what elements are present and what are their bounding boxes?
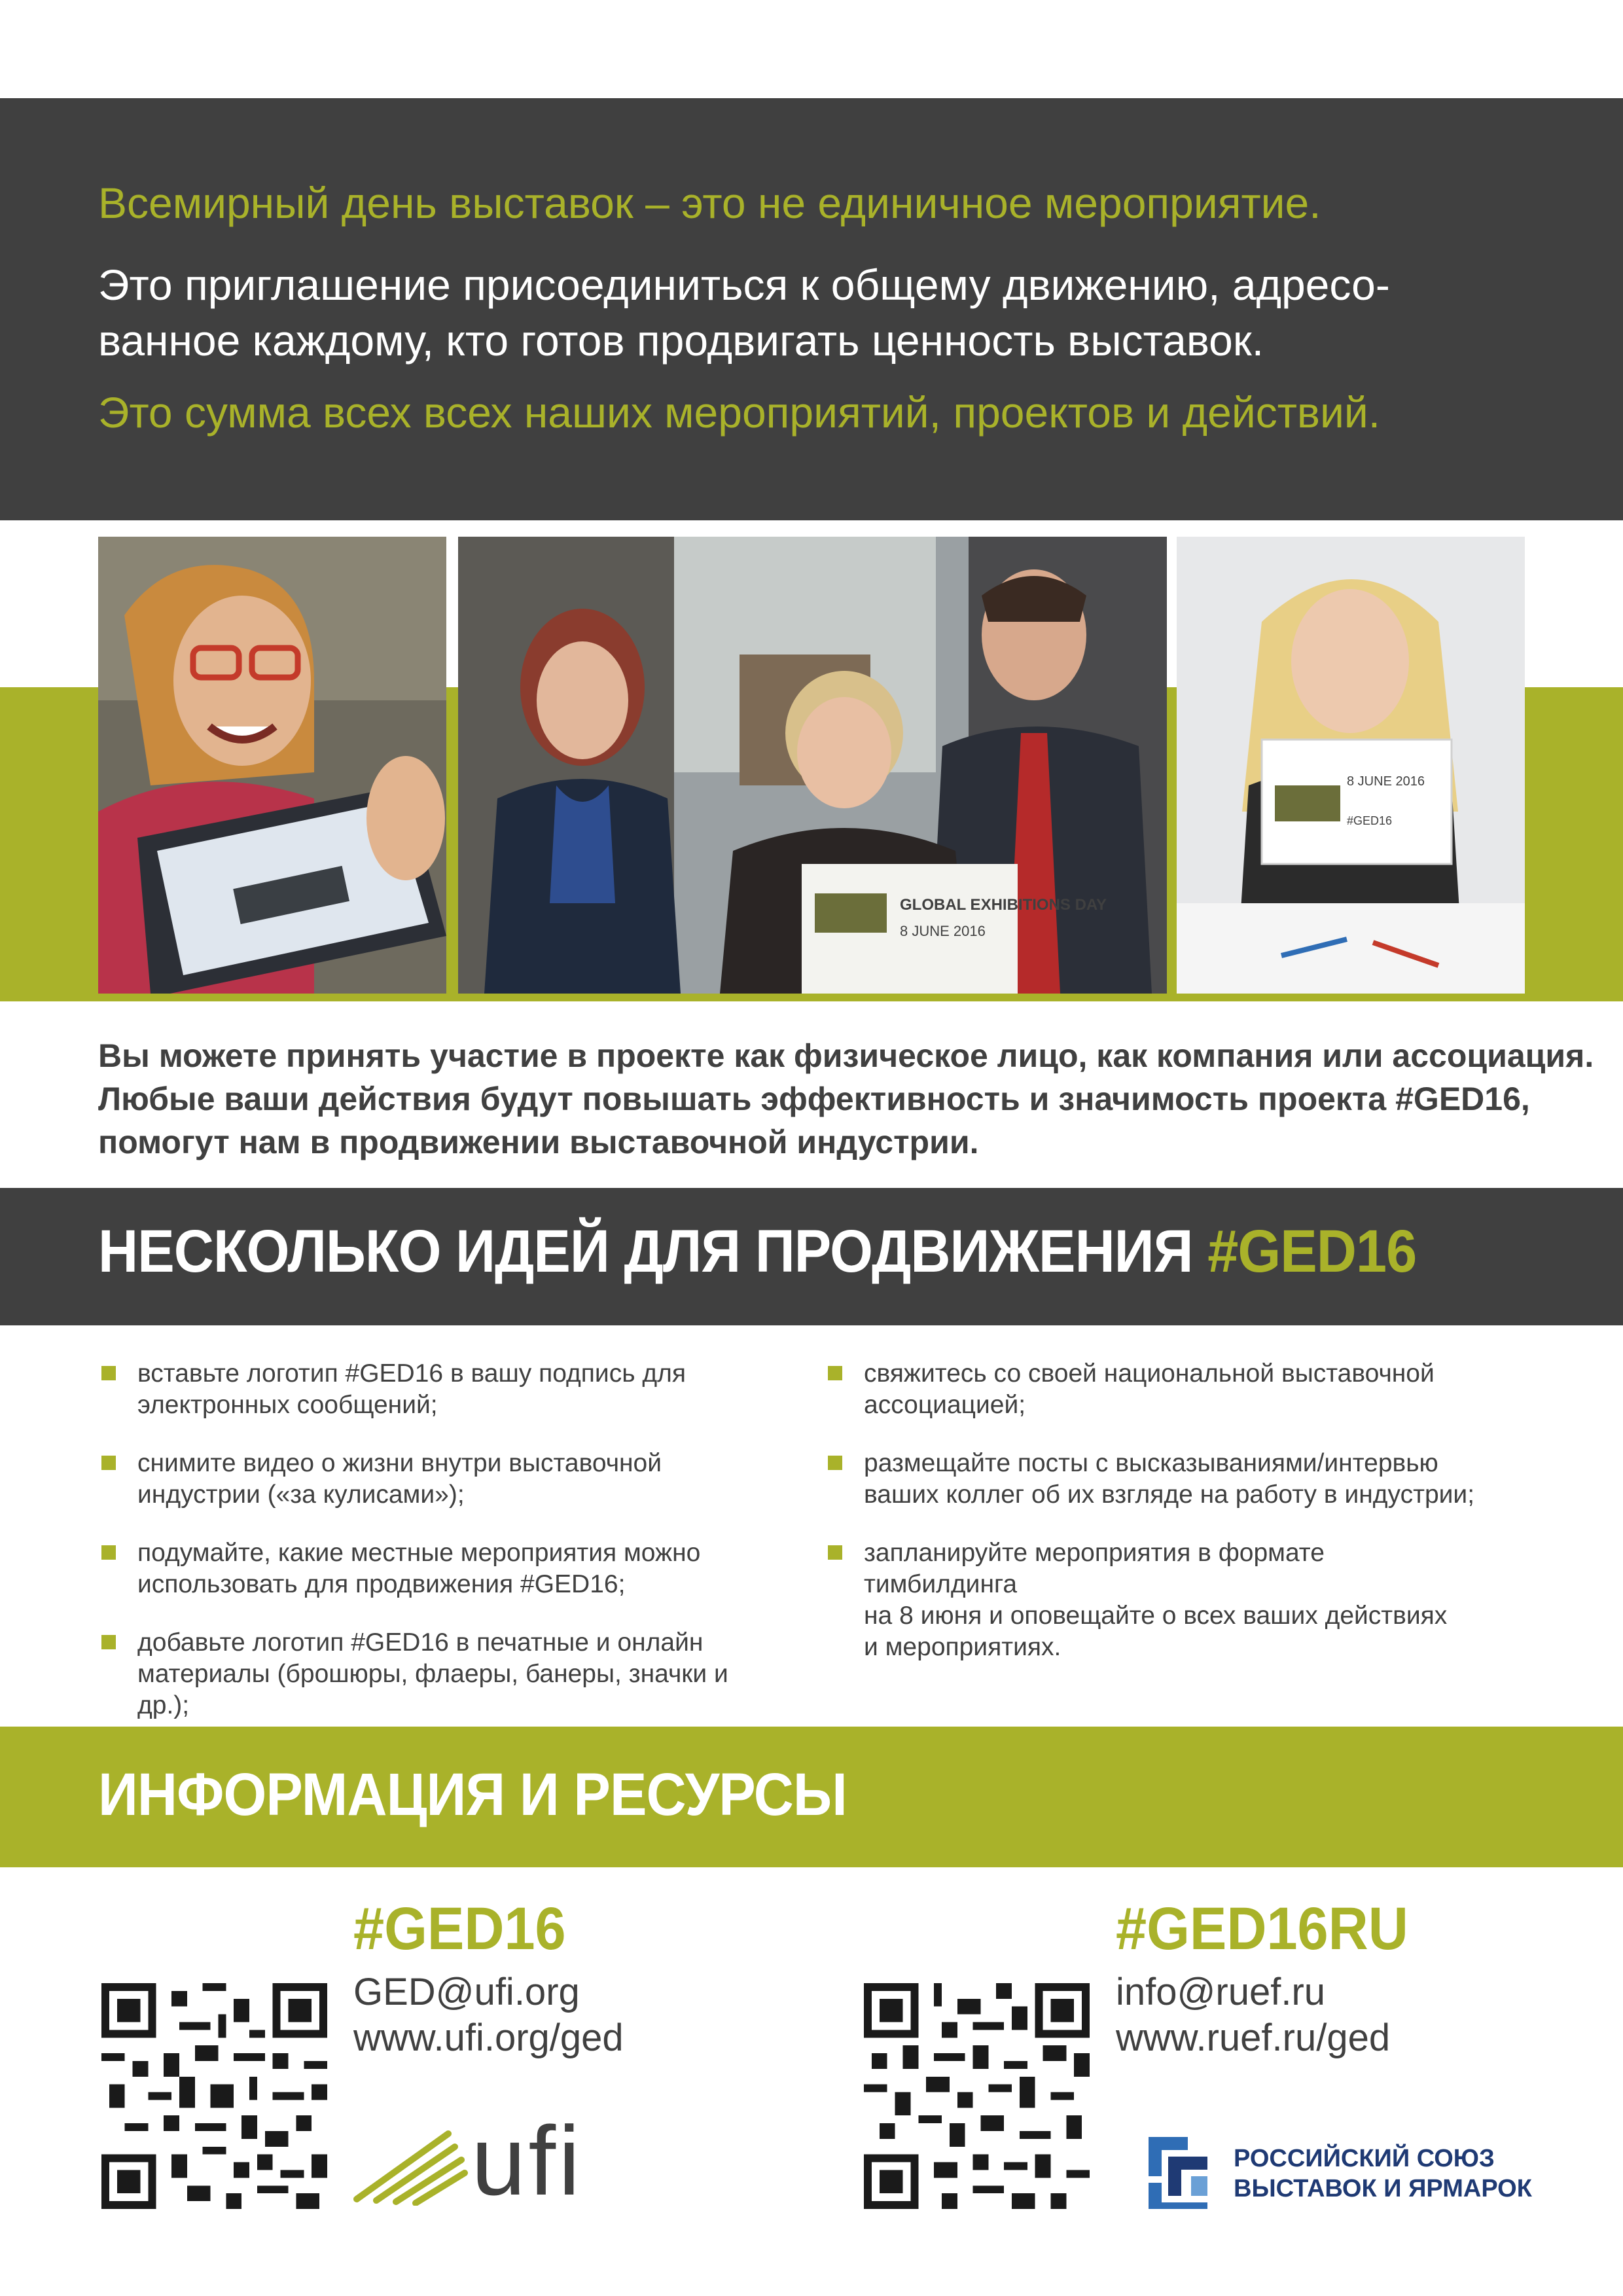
resources-hashtag-ged16ru: #GED16RU xyxy=(1116,1895,1408,1962)
ufi-swoosh-icon xyxy=(350,2127,468,2206)
photo-woman-sign xyxy=(1177,537,1525,994)
intro-line-4: Это сумма всех всех наших мероприятий, проектов и действий. xyxy=(98,388,1381,437)
ruef-logo-line-2: ВЫСТАВОК И ЯРМАРОК xyxy=(1234,2175,1532,2202)
ruef-logo-line-1: РОССИЙСКИЙ СОЮЗ xyxy=(1234,2145,1495,2172)
idea-text: добавьте логотип #GED16 в печатные и онлайн материалы (брошюры, флаеры, банеры, значки и др.); xyxy=(137,1628,728,1719)
info-title: ИНФОРМАЦИЯ И РЕСУРСЫ xyxy=(98,1761,847,1828)
paragraph-line-2: Любые ваши действия будут повышать эффективность и значимость проекта #GED16, xyxy=(98,1081,1530,1117)
qr-code-ruef-icon[interactable] xyxy=(864,1983,1090,2209)
bullet-square-icon xyxy=(101,1635,116,1649)
bullet-square-icon xyxy=(828,1366,842,1380)
idea-item xyxy=(101,1358,756,1421)
photo-woman-laptop xyxy=(98,537,446,994)
sign-date: 8 JUNE 2016 xyxy=(900,923,986,939)
idea-text: размещайте посты с высказываниями/интервью ваших коллег об их взгляде на работу в индустрии; xyxy=(864,1449,1475,1509)
resources-email-ufi[interactable]: GED@ufi.org xyxy=(353,1971,580,2013)
sign-date-2: 8 JUNE 2016 xyxy=(1347,774,1425,789)
qr-code-ufi-icon[interactable] xyxy=(101,1983,327,2209)
paragraph-line-1: Вы можете принять участие в проекте как физическое лицо, как компания или ассоциация. xyxy=(98,1037,1594,1074)
resources-email-ruef[interactable]: info@ruef.ru xyxy=(1116,1971,1326,2013)
idea-item xyxy=(828,1358,1482,1421)
photo-group-sign xyxy=(458,537,1167,994)
bullet-square-icon xyxy=(101,1545,116,1560)
ideas-title-hashtag: #GED16 xyxy=(1207,1218,1417,1285)
idea-text: свяжитесь со своей национальной выставочной ассоциацией; xyxy=(864,1359,1435,1419)
bullet-square-icon xyxy=(828,1545,842,1560)
idea-text: вставьте логотип #GED16 в вашу подпись для электронных сообщений; xyxy=(137,1359,686,1419)
idea-item xyxy=(101,1448,756,1511)
idea-text: подумайте, какие местные мероприятия можно использовать для продвижения #GED16; xyxy=(137,1539,701,1598)
idea-item xyxy=(828,1448,1482,1511)
paragraph-line-3: помогут нам в продвижении выставочной индустрии. xyxy=(98,1124,979,1160)
idea-text: запланируйте мероприятия в формате тимбилдинга на 8 июня и оповещайте о всех ваших действиях и мероприятиях. xyxy=(864,1539,1448,1661)
ruef-logo-text xyxy=(1234,2144,1532,2204)
bullet-square-icon xyxy=(101,1456,116,1470)
intro-line-1: Всемирный день выставок – это не единичное мероприятие. xyxy=(98,179,1321,227)
ideas-title-text: НЕСКОЛЬКО ИДЕЙ ДЛЯ ПРОДВИЖЕНИЯ xyxy=(98,1218,1193,1285)
resources-url-ruef[interactable]: www.ruef.ru/ged xyxy=(1116,2017,1391,2059)
ufi-logo-text: ufi xyxy=(471,2106,583,2215)
ideas-title xyxy=(98,1217,1416,1286)
intro-line-2: Это приглашение присоединиться к общему движению, адресо- xyxy=(98,260,1390,309)
ruef-cube-icon xyxy=(1135,2130,1221,2215)
idea-item xyxy=(828,1537,1482,1663)
resources-url-ufi[interactable]: www.ufi.org/ged xyxy=(353,2017,624,2059)
bullet-square-icon xyxy=(101,1366,116,1380)
intro-line-3: ванное каждому, кто готов продвигать ценность выставок. xyxy=(98,316,1264,365)
idea-text: снимите видео о жизни внутри выставочной индустрии («за кулисами»); xyxy=(137,1449,662,1509)
participation-paragraph xyxy=(98,1034,1594,1164)
idea-item xyxy=(101,1627,756,1721)
sign-text: GLOBAL EXHIBITIONS DAY xyxy=(900,896,1107,914)
idea-item xyxy=(101,1537,756,1600)
sign-hashtag: #GED16 xyxy=(1347,814,1393,827)
resources-hashtag-ged16: #GED16 xyxy=(353,1895,566,1962)
bullet-square-icon xyxy=(828,1456,842,1470)
